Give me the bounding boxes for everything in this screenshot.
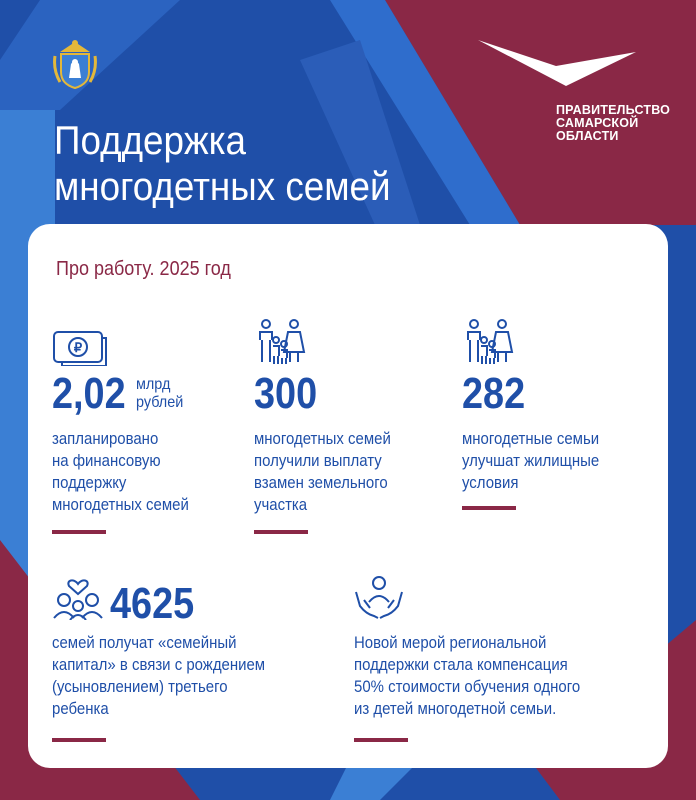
stat-value: 2,02: [52, 369, 126, 418]
stat-value: 282: [462, 369, 526, 418]
stat-description-line: семей получат «семейный: [52, 633, 237, 652]
title-line: многодетных семей: [54, 165, 391, 209]
government-name: [556, 104, 686, 143]
stat-description-line: улучшат жилищные: [462, 451, 600, 470]
stat-family-capital: [52, 574, 352, 754]
stat-value: 300: [254, 369, 318, 418]
family-heart-icon: [52, 574, 104, 620]
accent-divider: [52, 738, 106, 742]
stat-unit-line: млрд: [136, 376, 171, 393]
stat-description-line: взамен земельного: [254, 473, 388, 492]
accent-divider: [52, 530, 106, 534]
family-icon: [462, 318, 518, 366]
stat-housing: [462, 318, 662, 518]
title-line: Поддержка: [54, 119, 246, 163]
government-name-line: ПРАВИТЕЛЬСТВО: [556, 103, 671, 117]
stat-description: [52, 632, 265, 720]
accent-divider: [254, 530, 308, 534]
svg-text:₽: ₽: [73, 340, 83, 355]
stat-description-line: участка: [254, 495, 308, 514]
stat-description-line: условия: [462, 473, 519, 492]
stat-description: [254, 428, 391, 516]
stats-card: [28, 224, 668, 768]
stat-description-line: 50% стоимости обучения одного: [354, 677, 581, 696]
page-title: [54, 118, 391, 210]
stat-value: 4625: [110, 579, 195, 628]
family-icon: [254, 318, 310, 366]
stat-description-line: на финансовую: [52, 451, 161, 470]
stat-description-line: Новой мерой региональной: [354, 633, 547, 652]
stat-description-line: поддержки стала компенсация: [354, 655, 568, 674]
government-name-line: САМАРСКОЙ: [556, 116, 639, 130]
stat-description-line: ребенка: [52, 699, 109, 718]
hands-person-icon: [354, 574, 404, 620]
stat-description-line: запланировано: [52, 429, 159, 448]
stat-education-compensation: [354, 574, 654, 754]
stat-financial-support: [52, 324, 252, 544]
stat-land-payment: [254, 318, 454, 544]
accent-divider: [354, 738, 408, 742]
stat-unit-line: рублей: [136, 394, 184, 411]
stat-description-line: капитал» в связи с рождением: [52, 655, 266, 674]
period-label: Про работу. 2025 год: [56, 258, 231, 280]
stat-description-line: (усыновлением) третьего: [52, 677, 228, 696]
stat-description: [354, 632, 580, 720]
stat-description: [462, 428, 599, 494]
samara-coat-of-arms-icon: [52, 38, 98, 90]
stat-description-line: многодетных семей: [52, 495, 189, 514]
stat-description: [52, 428, 189, 516]
stat-description-line: из детей многодетной семьи.: [354, 699, 557, 718]
money-ruble-icon: [52, 330, 108, 366]
stat-description-line: поддержку: [52, 473, 127, 492]
samara-government-logo-icon: [474, 38, 640, 88]
accent-divider: [462, 506, 516, 510]
government-name-line: ОБЛАСТИ: [556, 129, 619, 143]
stat-description-line: получили выплату: [254, 451, 382, 470]
stat-description-line: многодетных семей: [254, 429, 391, 448]
stat-unit: [136, 376, 183, 412]
stat-description-line: многодетные семьи: [462, 429, 600, 448]
